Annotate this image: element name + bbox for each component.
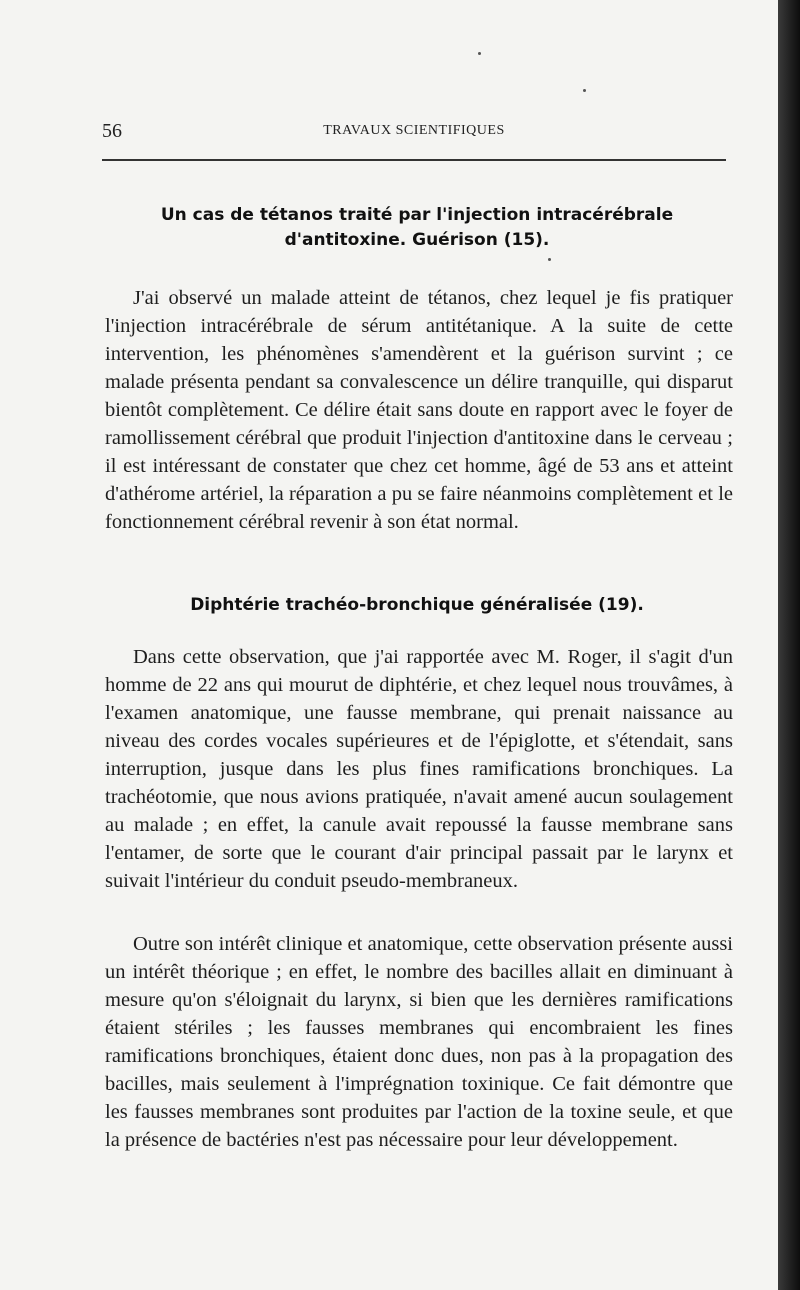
page-header xyxy=(102,120,726,144)
paper-speck xyxy=(583,89,586,92)
section-title-line-2: d'antitoxine. Guérison (15). xyxy=(284,230,550,250)
running-title: TRAVAUX SCIENTIFIQUES xyxy=(323,123,505,138)
section-title-diphterie: Diphtérie trachéo-bronchique généralisée (19). xyxy=(190,595,644,615)
paragraph-diphterie-1: Dans cette observation, que j'ai rapportée avec M. Roger, il s'agit d'un homme de 22 ans qui mourut de diphtérie, et chez lequel nous trouvâmes, à l'examen anatomique, une fausse membrane, qui prenait naissance au niveau des cordes vocales supérieures et de l'épiglotte, et s'étendait, sans interruption, jusque dans les plus fines ramifications bronchiques. La trachéotomie, que nous avions pratiquée, n'avait amené aucun soulagement au malade ; en effet, la canule avait repoussé la fausse membrane sans l'entamer, de sorte que le courant d'air principal passait par le larynx et suivait l'intérieur du conduit pseudo-membraneux. xyxy=(105,646,733,892)
paper-speck xyxy=(478,52,481,55)
page-number: 56 xyxy=(102,120,122,142)
section-title-tetanos xyxy=(102,203,732,253)
paragraph-tetanos: J'ai observé un malade atteint de tétanos, chez lequel je fis pratiquer l'injection intracérébrale de sérum antitétanique. A la suite de cette intervention, les phénomènes s'amendèrent et la guérison survint ; ce malade présenta pendant sa convalescence un délire tranquille, qui disparut bientôt complètement. Ce délire était sans doute en rapport avec le foyer de ramollissement cérébral que produit l'injection d'antitoxine dans le cerveau ; il est intéressant de constater que chez cet homme, âgé de 53 ans et atteint d'athérome artériel, la réparation a pu se faire néanmoins complètement et le fonctionnement cérébral revenir à son état normal. xyxy=(105,287,733,533)
paper-speck xyxy=(548,258,551,261)
header-rule xyxy=(102,159,726,161)
section-title-line-1: Un cas de tétanos traité par l'injection intracérébrale xyxy=(160,205,674,225)
paragraph-diphterie-2: Outre son intérêt clinique et anatomique, cette observation présente aussi un intérêt théorique ; en effet, le nombre des bacilles allait en diminuant à mesure qu'on s'éloignait du larynx, si bien que les dernières ramifications étaient stériles ; les fausses membranes qui encombraient les fines ramifications bronchiques, étaient donc dues, non pas à la propagation des bacilles, mais seulement à l'imprégnation toxinique. Ce fait démontre que les fausses membranes sont produites par l'action de la toxine seule, et que la présence de bactéries n'est pas nécessaire pour leur développement. xyxy=(105,933,733,1151)
